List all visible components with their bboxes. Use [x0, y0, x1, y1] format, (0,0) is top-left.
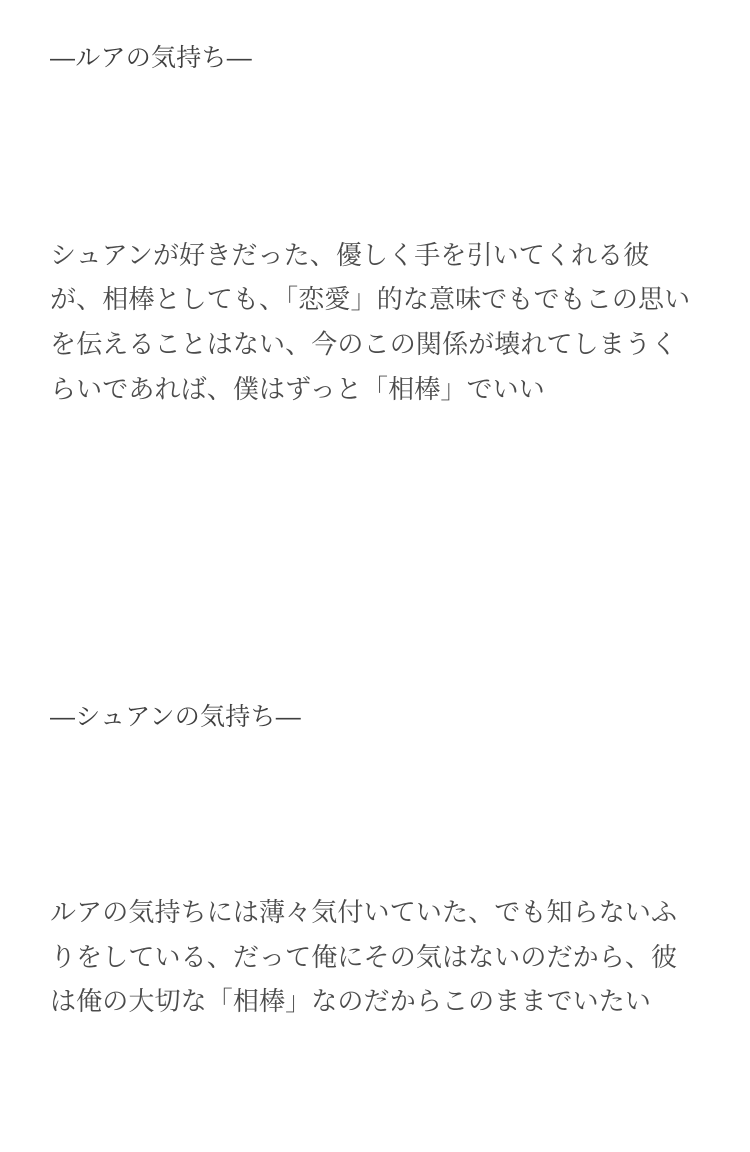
- section-heading-shuan: ―シュアンの気持ち―: [50, 703, 302, 732]
- section-body-lua: シュアンが好きだった、優しく手を引いてくれる彼が、相棒としても、「恋愛」的な意味でもでもこの思いを伝えることはない、今のこの関係が壊れてしまうくらいであれば、僕はずっと「相棒」でいい: [50, 239, 691, 404]
- section-heading-lua: ―ルアの気持ち―: [50, 44, 253, 72]
- section-body-shuan: ルアの気持ちには薄々気付いていた、でも知らないふりをしている、だって俺にその気はないのだから、彼は俺の大切な「相棒」なのだからこのままでいたい: [50, 896, 678, 1017]
